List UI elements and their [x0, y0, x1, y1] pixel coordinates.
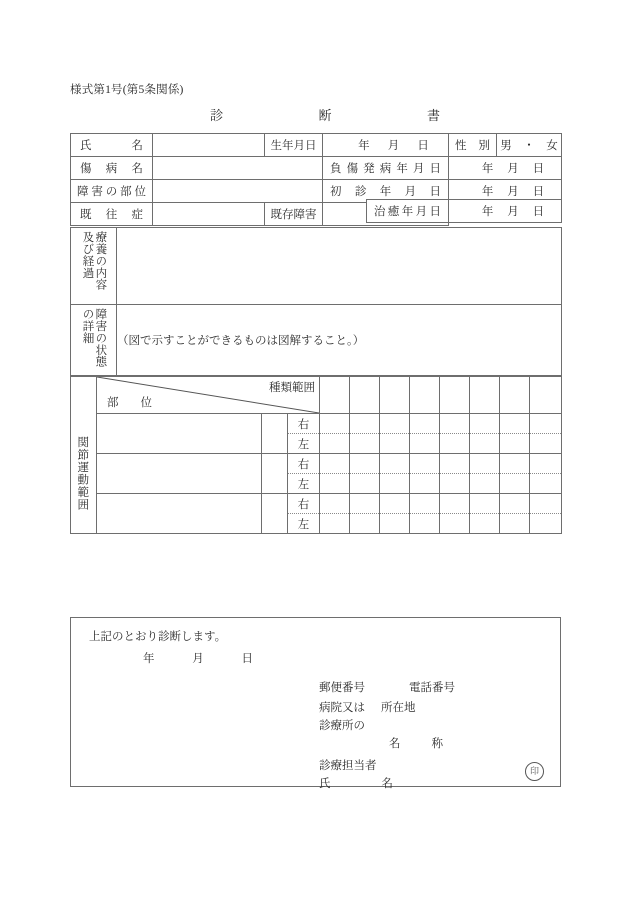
table-row-condition — [71, 305, 562, 376]
joint-sub-field-2[interactable] — [262, 454, 288, 494]
birth-year-mark: 年 — [358, 140, 370, 152]
joint-row-1-right — [71, 414, 562, 434]
postal-code-label: 郵便番号 — [319, 682, 365, 694]
site-label-char-2: 害 — [91, 186, 103, 198]
condition-label-cell — [71, 305, 117, 376]
condition-label-right: 障害の状態 — [94, 308, 107, 368]
cert-day-mark: 日 — [241, 653, 253, 665]
title-char-1: 診 — [210, 108, 224, 123]
treatment-value-field[interactable] — [117, 228, 562, 305]
joint-sub-field-1[interactable] — [262, 414, 288, 454]
joint-cell-r1c2[interactable] — [350, 414, 380, 434]
injury-date-label-cell — [323, 157, 449, 180]
injury-day-mark: 日 — [532, 163, 545, 175]
firstvisit-year-mark: 年 — [481, 186, 494, 198]
injury-date-char-5: 年 — [396, 163, 408, 175]
injury-name-label-cell — [71, 157, 153, 180]
joint-cell-r3c7[interactable] — [500, 494, 530, 514]
joint-cell-r2c8[interactable] — [530, 454, 562, 474]
joint-row-2-right — [71, 454, 562, 474]
facility-name-char-2: 称 — [431, 737, 443, 750]
joint-cell-l2c1[interactable] — [320, 474, 350, 494]
joint-cell-l3c5[interactable] — [440, 514, 470, 534]
joint-data-header-5[interactable] — [440, 377, 470, 414]
history-char-3: 症 — [131, 209, 143, 221]
facility-row-address — [319, 700, 443, 718]
joint-right-mark-1: 右 — [288, 414, 320, 434]
joint-cell-l1c3[interactable] — [380, 434, 410, 454]
firstvisit-char-5: 日 — [429, 186, 441, 198]
firstvisit-char-2: 診 — [354, 186, 367, 198]
joint-cell-r3c8[interactable] — [530, 494, 562, 514]
table-row-treatment — [71, 228, 562, 305]
injury-date-char-4: 病 — [379, 163, 392, 175]
joint-header-diagonal-cell — [97, 377, 320, 414]
joint-cell-r3c2[interactable] — [350, 494, 380, 514]
sex-label-cell — [449, 134, 497, 157]
doctor-name-label — [319, 776, 393, 794]
form-code-label: 様式第1号(第5条関係) — [70, 84, 184, 96]
certification-date-field[interactable] — [143, 650, 253, 666]
site-label-char-4: 部 — [120, 186, 132, 198]
cure-char-1: 治 — [374, 206, 386, 218]
birthdate-label-cell: 生年月日 — [265, 134, 323, 157]
joint-cell-r1c1[interactable] — [320, 414, 350, 434]
firstvisit-char-4: 月 — [404, 186, 417, 198]
joint-right-mark-3: 右 — [288, 494, 320, 514]
joint-cell-r2c7[interactable] — [500, 454, 530, 474]
site-label-char-3: の — [105, 186, 118, 198]
certification-box — [70, 617, 561, 790]
joint-cell-l1c7[interactable] — [500, 434, 530, 454]
table-row-cure-date — [367, 200, 562, 223]
joint-cell-r3c5[interactable] — [440, 494, 470, 514]
firstvisit-char-3: 年 — [379, 186, 392, 198]
name-label-char-1: 氏 — [80, 140, 92, 152]
history-char-1: 既 — [80, 209, 92, 221]
disability-site-label-cell — [71, 180, 153, 203]
joint-cell-r2c1[interactable] — [320, 454, 350, 474]
part-char-2: 位 — [140, 397, 152, 409]
joint-range-table — [70, 376, 562, 534]
joint-cell-l2c3[interactable] — [380, 474, 410, 494]
past-history-label-cell — [71, 203, 153, 226]
joint-cell-l3c6[interactable] — [470, 514, 500, 534]
cert-month-mark: 月 — [192, 653, 204, 665]
disability-site-value-field[interactable] — [153, 180, 323, 203]
cure-date-row — [366, 199, 562, 223]
joint-part-field-3[interactable] — [97, 494, 262, 534]
joint-sub-field-3[interactable] — [262, 494, 288, 534]
injury-date-value-field[interactable] — [449, 157, 562, 180]
injury-date-char-3: 発 — [363, 163, 375, 175]
joint-cell-r2c2[interactable] — [350, 454, 380, 474]
doctor-block — [319, 758, 393, 794]
joint-left-mark-2: 左 — [288, 474, 320, 494]
contact-labels-row — [319, 680, 519, 698]
joint-cell-l2c7[interactable] — [500, 474, 530, 494]
table-row-injury — [71, 157, 562, 180]
cure-char-4: 月 — [415, 206, 428, 218]
past-history-value-field[interactable] — [153, 203, 265, 226]
joint-cell-r1c8[interactable] — [530, 414, 562, 434]
narrative-table — [70, 227, 562, 376]
joint-cell-r3c1[interactable] — [320, 494, 350, 514]
joint-header-row — [71, 377, 562, 414]
joint-data-header-3[interactable] — [380, 377, 410, 414]
sex-label-char-1: 性 — [455, 140, 467, 152]
joint-data-header-7[interactable] — [500, 377, 530, 414]
name-label-char-2: 名 — [131, 140, 143, 152]
joint-cell-r1c4[interactable] — [410, 414, 440, 434]
phone-label: 電話番号 — [409, 682, 455, 694]
facility-block — [319, 700, 443, 753]
joint-cell-r3c6[interactable] — [470, 494, 500, 514]
joint-part-field-2[interactable] — [97, 454, 262, 494]
condition-note-and-field[interactable] — [117, 305, 562, 376]
joint-cell-r1c7[interactable] — [500, 414, 530, 434]
birth-day-mark: 日 — [417, 140, 429, 152]
title-char-2: 断 — [318, 108, 332, 123]
seal-icon: 印 — [525, 762, 544, 781]
cert-year-mark: 年 — [143, 653, 155, 665]
part-header-label — [107, 394, 152, 410]
joint-side-label-spacer — [71, 377, 97, 414]
injury-date-char-7: 日 — [429, 163, 441, 175]
joint-cell-l2c6[interactable] — [470, 474, 500, 494]
cure-char-3: 年 — [401, 206, 414, 218]
history-char-2: 往 — [105, 209, 118, 221]
condition-label-left: の詳細 — [81, 308, 94, 344]
joint-cell-r3c3[interactable] — [380, 494, 410, 514]
treatment-label-left: 及び経過 — [81, 231, 94, 279]
name-value-field[interactable] — [153, 134, 265, 157]
cure-char-5: 日 — [429, 206, 441, 218]
joint-cell-l1c1[interactable] — [320, 434, 350, 454]
site-label-char-1: 障 — [77, 186, 89, 198]
joint-data-header-8[interactable] — [530, 377, 562, 414]
joint-data-header-6[interactable] — [470, 377, 500, 414]
cure-date-value-field[interactable] — [449, 200, 562, 223]
injury-date-char-2: 傷 — [346, 163, 359, 175]
joint-side-label-text: 関節運動範囲 — [76, 435, 89, 511]
joint-row-3-right — [71, 494, 562, 514]
facility-name-label — [389, 736, 443, 754]
joint-cell-r2c4[interactable] — [410, 454, 440, 474]
joint-cell-l3c4[interactable] — [410, 514, 440, 534]
joint-cell-l1c8[interactable] — [530, 434, 562, 454]
joint-part-field-1[interactable] — [97, 414, 262, 454]
part-char-1: 部 — [107, 397, 119, 409]
facility-name-char-1: 名 — [389, 737, 401, 750]
facility-address-label: 所在地 — [381, 702, 416, 714]
injury-label-char-1: 傷 — [80, 163, 92, 175]
injury-month-mark: 月 — [507, 163, 519, 175]
cure-day-mark: 日 — [532, 206, 545, 218]
cure-month-mark: 月 — [507, 206, 519, 218]
cure-char-2: 癒 — [387, 206, 400, 218]
joint-cell-l3c2[interactable] — [350, 514, 380, 534]
name-label-cell — [71, 134, 153, 157]
joint-cell-l3c8[interactable] — [530, 514, 562, 534]
joint-data-header-2[interactable] — [350, 377, 380, 414]
facility-label-line1: 病院又は — [319, 702, 365, 714]
joint-data-header-4[interactable] — [410, 377, 440, 414]
injury-year-mark: 年 — [481, 163, 494, 175]
firstvisit-day-mark: 日 — [532, 186, 545, 198]
cure-year-mark: 年 — [481, 206, 494, 218]
joint-side-label-cell — [71, 414, 97, 534]
joint-cell-l3c3[interactable] — [380, 514, 410, 534]
treatment-label-cell — [71, 228, 117, 305]
title-char-3: 書 — [426, 108, 440, 123]
joint-cell-l2c5[interactable] — [440, 474, 470, 494]
joint-cell-r1c5[interactable] — [440, 414, 470, 434]
joint-cell-l2c4[interactable] — [410, 474, 440, 494]
firstvisit-char-1: 初 — [330, 186, 342, 198]
injury-label-char-3: 名 — [131, 163, 143, 175]
table-row-name — [71, 134, 562, 157]
cure-date-label-cell — [367, 200, 449, 223]
joint-cell-r3c4[interactable] — [410, 494, 440, 514]
joint-cell-r2c5[interactable] — [440, 454, 470, 474]
joint-cell-l1c4[interactable] — [410, 434, 440, 454]
joint-cell-r1c6[interactable] — [470, 414, 500, 434]
treatment-label-right: 療養の内容 — [94, 231, 107, 291]
page-title — [210, 105, 440, 124]
sex-label-char-2: 別 — [478, 140, 490, 152]
doctor-name-char-2: 名 — [381, 777, 393, 790]
joint-cell-l1c5[interactable] — [440, 434, 470, 454]
joint-cell-r1c3[interactable] — [380, 414, 410, 434]
joint-left-mark-1: 左 — [288, 434, 320, 454]
kind-range-header-label: 種類範囲 — [269, 382, 316, 394]
firstvisit-month-mark: 月 — [507, 186, 519, 198]
injury-name-value-field[interactable] — [153, 157, 323, 180]
joint-cell-l1c6[interactable] — [470, 434, 500, 454]
injury-date-char-1: 負 — [330, 163, 342, 175]
condition-illustration-note: （図で示すことができるものは図解すること。） — [117, 335, 365, 347]
site-label-char-5: 位 — [134, 186, 146, 198]
existing-disability-label-cell: 既存障害 — [265, 203, 323, 226]
sex-value-choice[interactable]: 男 ・ 女 — [497, 134, 562, 157]
joint-cell-l2c8[interactable] — [530, 474, 562, 494]
joint-cell-l3c1[interactable] — [320, 514, 350, 534]
joint-cell-l1c2[interactable] — [350, 434, 380, 454]
facility-label-line2: 診療所の — [319, 719, 365, 732]
birthdate-value-field[interactable] — [323, 134, 449, 157]
injury-label-char-2: 病 — [105, 163, 118, 175]
joint-right-mark-2: 右 — [288, 454, 320, 474]
certification-statement: 上記のとおり診断します。 — [89, 631, 227, 643]
injury-date-char-6: 月 — [412, 163, 425, 175]
joint-cell-l3c7[interactable] — [500, 514, 530, 534]
joint-cell-r2c3[interactable] — [380, 454, 410, 474]
joint-cell-r2c6[interactable] — [470, 454, 500, 474]
joint-left-mark-3: 左 — [288, 514, 320, 534]
doctor-role-label: 診療担当者 — [319, 760, 377, 772]
joint-cell-l2c2[interactable] — [350, 474, 380, 494]
doctor-name-char-1: 氏 — [319, 777, 331, 790]
birth-month-mark: 月 — [387, 140, 400, 152]
joint-data-header-1[interactable] — [320, 377, 350, 414]
